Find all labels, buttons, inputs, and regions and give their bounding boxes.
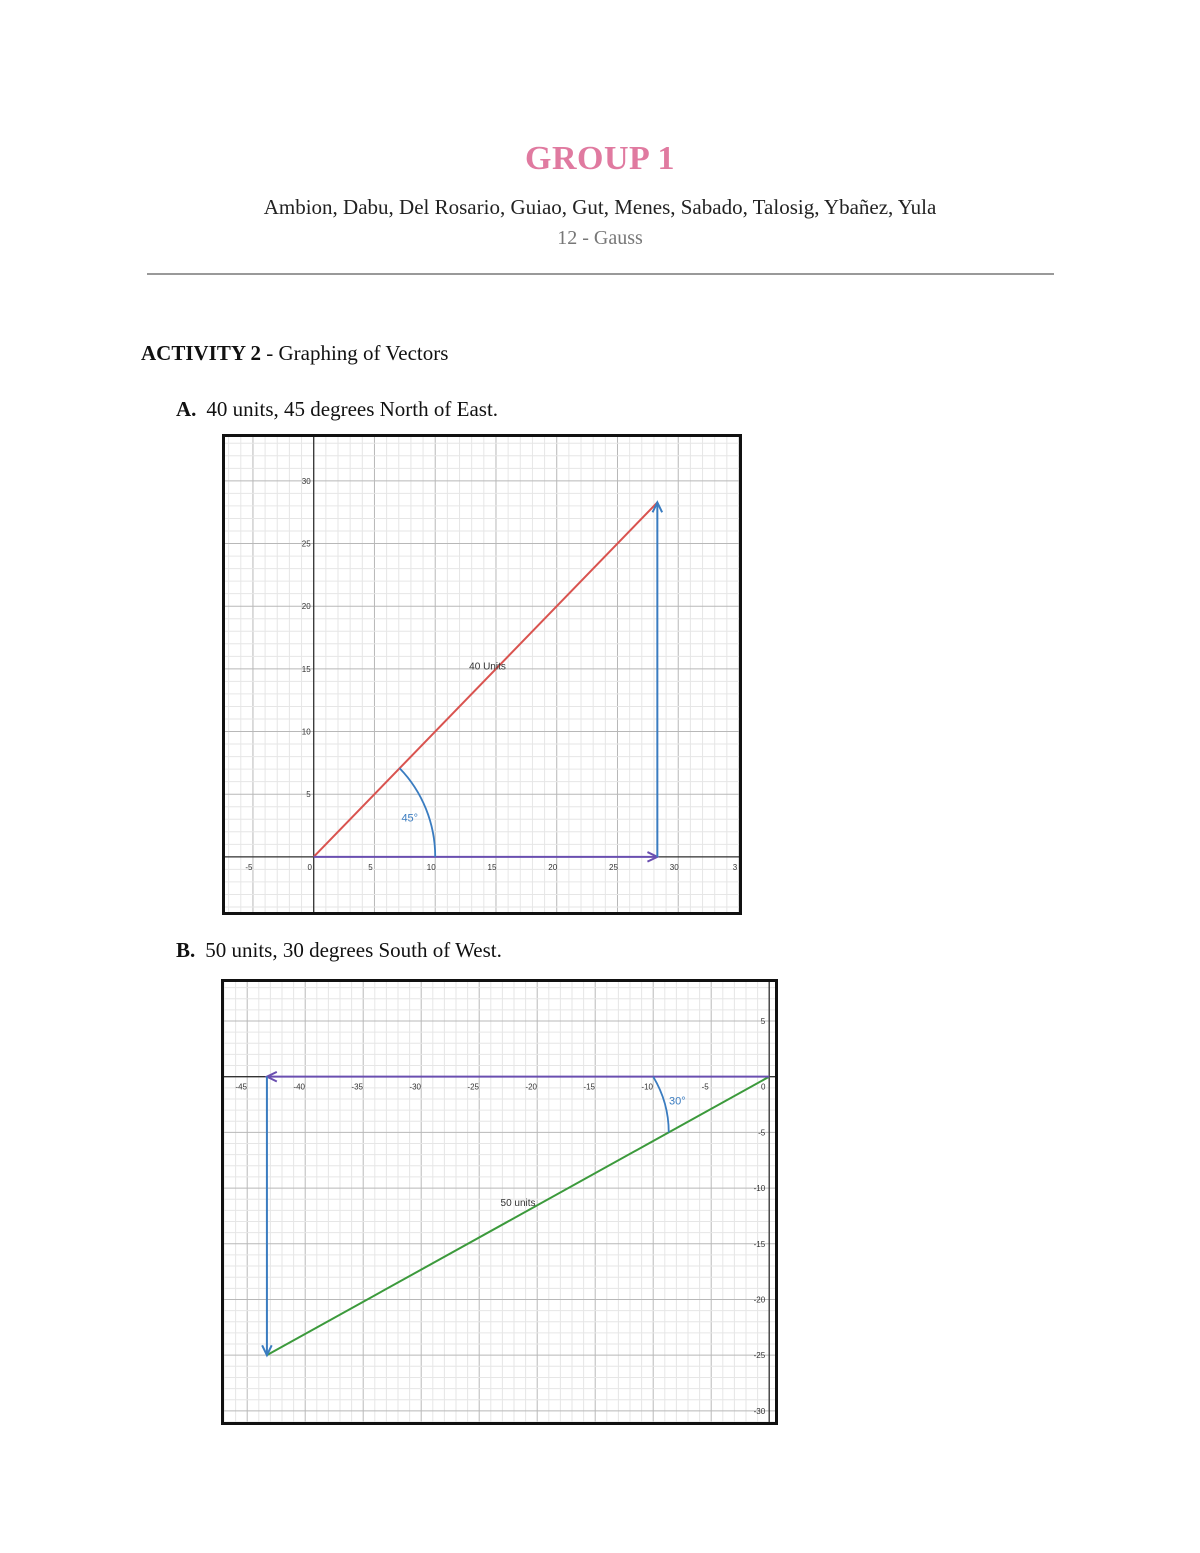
- x-tick-label: -40: [293, 1082, 305, 1092]
- graph-b-plot: [224, 982, 775, 1422]
- group-title: GROUP 1: [525, 140, 675, 177]
- y-tick-label: -20: [753, 1295, 766, 1305]
- x-tick-label: -10: [641, 1082, 653, 1092]
- x-tick-label: 20: [548, 862, 558, 872]
- graph-a-plot: [225, 437, 739, 912]
- x-tick-label: 0: [760, 1082, 766, 1092]
- member-list: Ambion, Dabu, Del Rosario, Guiao, Gut, Menes, Sabado, Talosig, Ybañez, Yula: [263, 195, 937, 219]
- x-tick-label: 0: [307, 862, 312, 872]
- resultant-vector: [267, 1077, 769, 1355]
- y-tick-label: 5: [760, 1016, 766, 1026]
- x-component-vector: [267, 1072, 769, 1082]
- x-tick-label: -30: [409, 1082, 421, 1092]
- y-tick-label: 15: [301, 664, 311, 674]
- header-divider: [147, 273, 1054, 275]
- y-tick-label: 30: [301, 476, 311, 486]
- section-label: 12 - Gauss: [557, 227, 643, 249]
- resultant-line: [267, 1077, 769, 1355]
- graph-b: [221, 979, 778, 1425]
- angle-label: 45°: [401, 812, 419, 825]
- y-tick-label: -30: [753, 1406, 766, 1416]
- item-b: [176, 938, 502, 963]
- y-tick-label: 10: [301, 727, 311, 737]
- x-tick-label: 3: [732, 862, 738, 872]
- angle-label: 30°: [669, 1095, 686, 1108]
- grid: [224, 982, 775, 1422]
- y-tick-label: -5: [758, 1128, 766, 1138]
- x-tick-label: -5: [701, 1082, 709, 1092]
- graph-a: [222, 434, 742, 915]
- x-tick-label: 15: [487, 862, 497, 872]
- activity-heading: [141, 341, 448, 366]
- x-tick-label: -25: [467, 1082, 479, 1092]
- item-b-text: 50 units, 30 degrees South of West.: [205, 938, 502, 962]
- angle-arc: [653, 1077, 669, 1133]
- y-tick-label: 20: [301, 602, 311, 612]
- x-tick-label: -5: [245, 862, 253, 872]
- item-a: [176, 397, 498, 422]
- x-tick-label: 25: [609, 862, 618, 872]
- activity-label: ACTIVITY 2: [141, 341, 261, 365]
- x-tick-label: -35: [351, 1082, 363, 1092]
- x-tick-label: 5: [368, 862, 373, 872]
- x-tick-label: -20: [525, 1082, 537, 1092]
- y-tick-label: -25: [753, 1351, 766, 1361]
- x-tick-label: -45: [235, 1082, 247, 1092]
- x-tick-label: 10: [426, 862, 436, 872]
- y-tick-label: 5: [306, 790, 311, 800]
- resultant-label: 40 Units: [469, 661, 506, 673]
- item-a-text: 40 units, 45 degrees North of East.: [206, 397, 499, 421]
- x-tick-label: 30: [669, 862, 679, 872]
- activity-title: - Graphing of Vectors: [261, 341, 449, 365]
- y-tick-label: -10: [753, 1184, 766, 1194]
- item-b-letter: B.: [176, 938, 196, 962]
- x-tick-label: -15: [583, 1082, 595, 1092]
- y-tick-label: -15: [753, 1239, 766, 1249]
- grid: [225, 437, 739, 912]
- item-a-letter: A.: [176, 397, 197, 421]
- y-tick-label: 25: [301, 539, 311, 549]
- resultant-label: 50 units: [500, 1197, 536, 1209]
